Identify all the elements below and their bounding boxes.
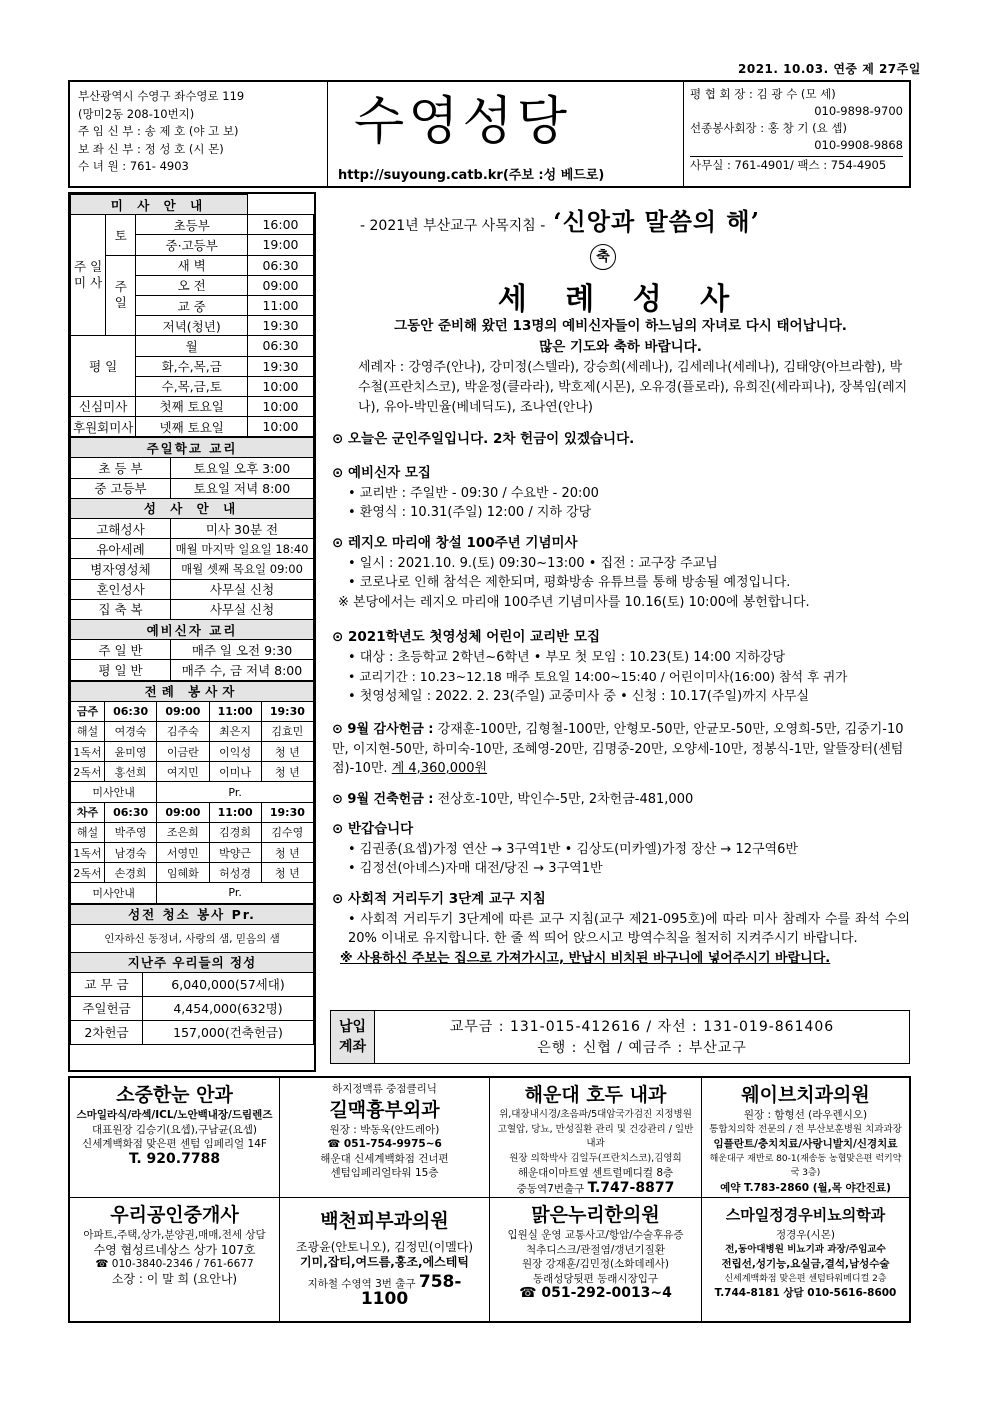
notice-military-sunday: ⊙ 오늘은 군인주일입니다. 2차 헌금이 있겠습니다. — [332, 431, 635, 447]
account-details: 교무금 : 131-015-412616 / 자선 : 131-019-861406 은행 : 신협 / 예금주 : 부산교구 — [449, 1019, 835, 1056]
main-content — [330, 192, 911, 1067]
logo-area — [328, 82, 684, 186]
sunday-school: 주일학교 교리 초 등 부 토요일 오후 3:00 중 고등부 토요일 저녁 8:00 성 사 안 내 고해성사 미사 30분 전 유아세례 매월 마지막 일요일 18:40 병자영성체 매월 셋째 목요일 09:00 혼인성사 사무실 신청 집 축 복 사무실 신청 예비신자 교리 주 일 반 매주 일 오전 9:30 평 일 반 매주 수, 금 저녁 8:00 — [70, 437, 314, 680]
ad-dermatology[interactable]: 백천피부과의원 조광윤(안토니오), 김정민(이멜다) 기미,잡티,여드름,홍조,에스테틱 지하철 수영역 3번 출구 758-1100 — [280, 1198, 490, 1321]
parish-logo: 수영성당 — [354, 92, 571, 152]
sidebar — [68, 192, 316, 1072]
ad-surgery-clinic[interactable]: 하지정맥류 중점클리닉 길맥흉부외과 원장 : 박동욱(안드레아) ☎ 051-754-9975~6 해운대 신세계백화점 건너편 센텀임페리얼타워 15층 — [280, 1078, 490, 1198]
notice-welcome: ⊙ 반갑습니다 • 김권종(요셉)가정 연산 → 3구역1반 • 김상도(미카엘)가정 장산 → 12구역6반 • 김정선(아녜스)자매 대전/당진 → 3구역1반 — [332, 821, 798, 876]
notice-distancing: ⊙ 사회적 거리두기 3단계 교구 지침 • 사회적 거리두기 3단계에 따른 교구 지침(교구 제21-095호)에 따라 미사 참례자 수를 좌석 수의 20% 이내로 유지합니다. 한 줄 씩 띄어 앉으시고 방역수칙을 철저히 지켜주시기 바랍니다. ※ 사용하신 주보는 집으로 가져가시고, 반납시 비치된 바구니에 넣어주시기 바랍니다. — [332, 891, 910, 966]
notice-building-offering: ⊙ 9월 건축헌금 : 전상호-10만, 박인수-5만, 2차헌금-481,000 — [332, 792, 694, 807]
liturgy-servers: 전례 봉사자 금주 06:30 09:00 11:00 19:30 해설 여경숙 김주숙 최은지 김효민 1독서 윤미영 이금란 이익성 청 년 2독서 홍선희 여지민 이미나 청 년 미사안내 Pr. 차주 06:30 09:00 11:00 19:30 해설 박주영 조은희 김경희 김수영 1독서 남경숙 서영민 박양근 청 년 2독서 손경희 임혜화 허성경 청 년 미사안내 Pr. — [70, 681, 314, 904]
ad-oriental-medicine[interactable]: 맑은누리한의원 입원실 운영 교통사고/항암/수술후유증 척추디스크/관절염/갱년기질환 원장 강재훈/김민정(소화데레사) 동래성당뒷편 동래시장입구 ☎ 051-292-0013~4 — [490, 1198, 702, 1321]
baptism-names: 세례자 : 강영주(안나), 강미정(스텔라), 강승희(세레나), 김세레나(세레나), 김태양(아브라함), 박수철(프란치스코), 박윤정(클라라), 박호제(시몬), 오유경(플로라), 유희진(세라피나), 장복임(레지나), 유아-박민율(베네딕도), 조나연(안나) — [358, 360, 908, 415]
notice-thanks-offering: ⊙ 9월 감사헌금 : 강재훈-100만, 김형철-100만, 안형모-50만, 안균모-50만, 오영희-5만, 김중기-10만, 이지현-50만, 하미숙-10만, 조혜영-20만, 김명중-20만, 오양세-10만, 정봉식-1만, 알뜰장터(센텀점)-10만. 계 4,360,000원 — [332, 722, 904, 776]
ad-urology[interactable]: 스마일정경우비뇨의학과 정경우(시몬) 전,동아대병원 비뇨기과 과장/주임교수 전립선,성기능,요실금,결석,남성수술 신세계백화점 맞은편 센텀타워메디컬 2층 T.744-8181 상담 010-5616-8600 — [714, 1206, 897, 1299]
ad-internal-medicine[interactable]: 해운대 호두 내과 위,대장내시경/초음파/5대암국가검진 지정병원 고혈압, 당뇨, 만성질환 관리 및 건강관리 / 일반내과 원장 의학박사 김일두(프란치스코),김영희 해운대이마트옆 센트럴메디컬 8층 중동역7번출구 T.747-8877 — [490, 1078, 702, 1198]
ad-eye-clinic[interactable]: 소중한눈 안과 스마일라식/라섹/ICL/노안백내장/드림렌즈 대표원장 김승기(요셉),구남균(요셉) 신세계백화점 맞은편 센텀 임페리얼 14F T. 920.7788 — [70, 1078, 280, 1198]
bank-account-box — [330, 1010, 910, 1064]
advertisements — [68, 1076, 911, 1323]
notice-catechumen: ⊙ 예비신자 모집 • 교리반 : 주일반 - 09:30 / 수요반 - 20:00 • 환영식 : 10.31(주일) 12:00 / 지하 강당 — [332, 465, 599, 520]
account-label: 납입 계좌 — [331, 1011, 375, 1063]
mass-schedule: 미 사 안 내 주 일 미 사 토 초등부 16:00 중·고등부 19:00 주 일 새 벽 06:30 오 전 09:00 교 중 11:00 저녁(청년) 19:30 평 일 월 06:30 화,수,목,금 19:30 수,목,금,토 10:00 신심미사 첫째 토요일 10:00 후원회미사 넷째 토요일 10:00 — [70, 194, 314, 437]
cleaning-and-offering: 성전 청소 봉사 Pr. 인자하신 동정녀, 사랑의 샘, 믿음의 샘 지난주 우리들의 정성 교 무 금 6,040,000(57세대) 주일헌금 4,454,000(632명) 2차헌금 157,000(건축헌금) — [70, 904, 314, 1045]
baptism-intro: 그동안 준비해 왔던 13명의 예비신자들이 하느님의 자녀로 다시 태어납니다. 많은 기도와 축하 바랍니다. — [394, 318, 847, 355]
parish-url[interactable]: http://suyoung.catb.kr(주보 :성 베드로) — [338, 168, 605, 183]
notice-first-communion: ⊙ 2021학년도 첫영성체 어린이 교리반 모집 • 대상 : 초등학교 2학년~6학년 • 부모 첫 모임 : 10.23(토) 14:00 지하강당 • 교리기간 : 10.23~12.18 매주 토요일 14:00~15:40 / 어린이미사(16:00) 참석 후 귀가 • 첫영성체일 : 2022. 2. 23(주일) 교중미사 중 • 신청 : 10.17(주일)까지 사무실 — [332, 629, 848, 704]
notice-legio-mariae: ⊙ 레지오 마리애 창설 100주년 기념미사 • 일시 : 2021.10. 9.(토) 09:30~13:00 • 집전 : 교구장 주교님 • 코로나로 인해 참석은 제한되며, 평화방송 유튜브를 통해 방송될 예정입니다. ※ 본당에서는 레지오 마리애 100주년 기념미사를 10.16(토) 10:00에 봉헌합니다. — [332, 535, 810, 610]
contacts: 평 협 회 장 : 김 광 수 (모 세) 010-9898-9700 선종봉사회장 : 홍 창 기 (요 셉) 010-9908-9868 사무실 : 761-4901/ 팩스 : 754-4905 — [690, 87, 903, 172]
pastoral-motto: - 2021년 부산교구 사목지침 - ‘신앙과 말씀의 해’ — [360, 207, 760, 236]
masthead — [68, 80, 911, 188]
baptism-title: 세 례 성 사 — [497, 282, 744, 317]
issue-date: 2021. 10.03. 연중 제 27주일 — [738, 62, 921, 76]
celebration-badge: 축 — [590, 244, 616, 270]
ad-dental-clinic[interactable]: 웨이브치과의원 원장 : 함형선 (라우렌시오) 통합치의학 전문의 / 전 부산보훈병원 치과과장 임플란트/충치치료/사랑니발치/신경치료 해운대구 재반로 80-1(재송동 농협맞은편 럭키약국 3층) 예약 T.783-2860 (월,목 야간진료) — [702, 1078, 909, 1198]
parish-address: 부산광역시 수영구 좌수영로 119 (망미2동 208-10번지) 주 임 신 부 : 송 제 호 (야 고 보) 보 좌 신 부 : 정 성 호 (시 몬) 수 녀 원 : 761- 4903 — [70, 82, 328, 186]
ad-realtor[interactable]: 우리공인중개사 아파트,주택,상가,분양권,매매,전세 상담 수영 협성르네상스 상가 107호 ☎ 010-3840-2346 / 761-6677 소장 : 이 말 희 (요안나) — [70, 1198, 280, 1321]
